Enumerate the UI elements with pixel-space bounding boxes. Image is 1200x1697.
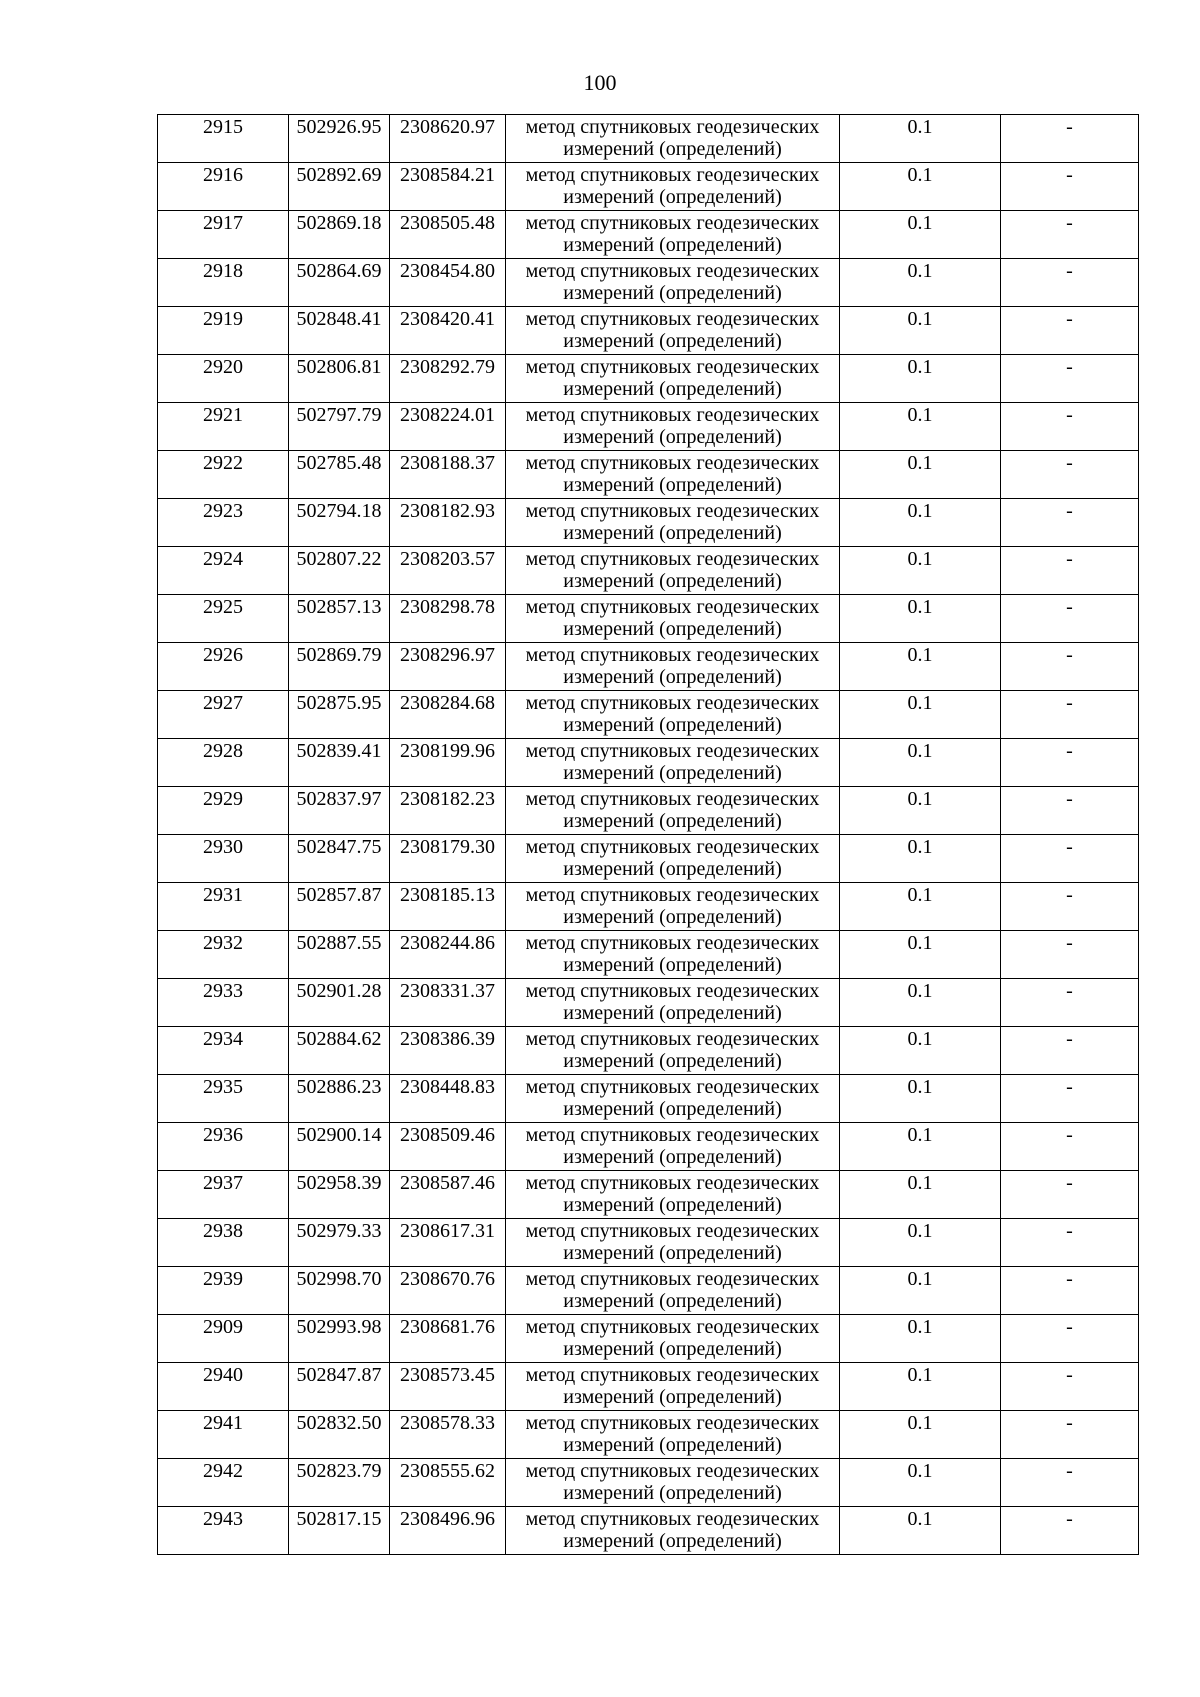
method-text-line2: измерений (определений) bbox=[563, 762, 782, 784]
note-cell: - bbox=[1001, 1123, 1139, 1171]
point-id-cell: 2928 bbox=[158, 739, 289, 787]
method-text-line2: измерений (определений) bbox=[563, 426, 782, 448]
note-cell: - bbox=[1001, 931, 1139, 979]
point-id-cell: 2936 bbox=[158, 1123, 289, 1171]
note-cell: - bbox=[1001, 451, 1139, 499]
method-text-line1: метод спутниковых геодезических bbox=[525, 1268, 820, 1290]
table-row bbox=[158, 259, 1139, 307]
note-cell: - bbox=[1001, 547, 1139, 595]
method-cell bbox=[506, 355, 840, 403]
note-cell: - bbox=[1001, 307, 1139, 355]
accuracy-cell: 0.1 bbox=[840, 211, 1001, 259]
note-cell: - bbox=[1001, 787, 1139, 835]
method-text-line1: метод спутниковых геодезических bbox=[525, 740, 820, 762]
method-cell bbox=[506, 307, 840, 355]
point-id-cell: 2918 bbox=[158, 259, 289, 307]
method-text-line1: метод спутниковых геодезических bbox=[525, 836, 820, 858]
method-text-line2: измерений (определений) bbox=[563, 138, 782, 160]
table-row bbox=[158, 547, 1139, 595]
accuracy-cell: 0.1 bbox=[840, 595, 1001, 643]
method-cell bbox=[506, 931, 840, 979]
note-cell: - bbox=[1001, 1315, 1139, 1363]
table-row bbox=[158, 355, 1139, 403]
table-row bbox=[158, 787, 1139, 835]
method-text-line1: метод спутниковых геодезических bbox=[525, 260, 820, 282]
point-id-cell: 2920 bbox=[158, 355, 289, 403]
table-row bbox=[158, 1459, 1139, 1507]
note-cell: - bbox=[1001, 1267, 1139, 1315]
table-row bbox=[158, 835, 1139, 883]
x-coordinate-cell: 502857.87 bbox=[289, 883, 390, 931]
point-id-cell: 2930 bbox=[158, 835, 289, 883]
method-text-line2: измерений (определений) bbox=[563, 474, 782, 496]
x-coordinate-cell: 502837.97 bbox=[289, 787, 390, 835]
method-text-line1: метод спутниковых геодезических bbox=[525, 1028, 820, 1050]
accuracy-cell: 0.1 bbox=[840, 163, 1001, 211]
x-coordinate-cell: 502857.13 bbox=[289, 595, 390, 643]
method-cell bbox=[506, 883, 840, 931]
accuracy-cell: 0.1 bbox=[840, 1027, 1001, 1075]
note-cell: - bbox=[1001, 403, 1139, 451]
method-text-line2: измерений (определений) bbox=[563, 1434, 782, 1456]
table-row bbox=[158, 451, 1139, 499]
accuracy-cell: 0.1 bbox=[840, 115, 1001, 163]
y-coordinate-cell: 2308620.97 bbox=[390, 115, 506, 163]
y-coordinate-cell: 2308670.76 bbox=[390, 1267, 506, 1315]
method-text-line2: измерений (определений) bbox=[563, 1002, 782, 1024]
x-coordinate-cell: 502847.75 bbox=[289, 835, 390, 883]
note-cell: - bbox=[1001, 595, 1139, 643]
table-body bbox=[158, 115, 1139, 1555]
method-text-line1: метод спутниковых геодезических bbox=[525, 116, 820, 138]
note-cell: - bbox=[1001, 115, 1139, 163]
y-coordinate-cell: 2308244.86 bbox=[390, 931, 506, 979]
point-id-cell: 2939 bbox=[158, 1267, 289, 1315]
table-row bbox=[158, 1267, 1139, 1315]
method-text-line2: измерений (определений) bbox=[563, 1290, 782, 1312]
x-coordinate-cell: 502848.41 bbox=[289, 307, 390, 355]
accuracy-cell: 0.1 bbox=[840, 1219, 1001, 1267]
table-row bbox=[158, 1315, 1139, 1363]
x-coordinate-cell: 502823.79 bbox=[289, 1459, 390, 1507]
method-text-line1: метод спутниковых геодезических bbox=[525, 1508, 820, 1530]
table-row bbox=[158, 1507, 1139, 1555]
point-id-cell: 2938 bbox=[158, 1219, 289, 1267]
method-cell bbox=[506, 1219, 840, 1267]
y-coordinate-cell: 2308617.31 bbox=[390, 1219, 506, 1267]
point-id-cell: 2926 bbox=[158, 643, 289, 691]
y-coordinate-cell: 2308182.93 bbox=[390, 499, 506, 547]
method-cell bbox=[506, 595, 840, 643]
method-cell bbox=[506, 1363, 840, 1411]
method-text-line2: измерений (определений) bbox=[563, 618, 782, 640]
point-id-cell: 2919 bbox=[158, 307, 289, 355]
note-cell: - bbox=[1001, 1411, 1139, 1459]
note-cell: - bbox=[1001, 163, 1139, 211]
accuracy-cell: 0.1 bbox=[840, 739, 1001, 787]
note-cell: - bbox=[1001, 1507, 1139, 1555]
y-coordinate-cell: 2308587.46 bbox=[390, 1171, 506, 1219]
y-coordinate-cell: 2308573.45 bbox=[390, 1363, 506, 1411]
method-text-line2: измерений (определений) bbox=[563, 1194, 782, 1216]
x-coordinate-cell: 502979.33 bbox=[289, 1219, 390, 1267]
point-id-cell: 2924 bbox=[158, 547, 289, 595]
x-coordinate-cell: 502958.39 bbox=[289, 1171, 390, 1219]
accuracy-cell: 0.1 bbox=[840, 835, 1001, 883]
method-text-line1: метод спутниковых геодезических bbox=[525, 452, 820, 474]
accuracy-cell: 0.1 bbox=[840, 979, 1001, 1027]
note-cell: - bbox=[1001, 883, 1139, 931]
note-cell: - bbox=[1001, 1459, 1139, 1507]
y-coordinate-cell: 2308448.83 bbox=[390, 1075, 506, 1123]
method-text-line1: метод спутниковых геодезических bbox=[525, 788, 820, 810]
table-row bbox=[158, 403, 1139, 451]
method-cell bbox=[506, 787, 840, 835]
table-row bbox=[158, 499, 1139, 547]
method-text-line2: измерений (определений) bbox=[563, 666, 782, 688]
method-cell bbox=[506, 1507, 840, 1555]
table-row bbox=[158, 1411, 1139, 1459]
point-id-cell: 2923 bbox=[158, 499, 289, 547]
method-text-line1: метод спутниковых геодезических bbox=[525, 884, 820, 906]
method-cell bbox=[506, 1315, 840, 1363]
table-row bbox=[158, 883, 1139, 931]
accuracy-cell: 0.1 bbox=[840, 547, 1001, 595]
y-coordinate-cell: 2308509.46 bbox=[390, 1123, 506, 1171]
accuracy-cell: 0.1 bbox=[840, 643, 1001, 691]
x-coordinate-cell: 502794.18 bbox=[289, 499, 390, 547]
table-row bbox=[158, 1363, 1139, 1411]
table-row bbox=[158, 595, 1139, 643]
note-cell: - bbox=[1001, 739, 1139, 787]
x-coordinate-cell: 502900.14 bbox=[289, 1123, 390, 1171]
accuracy-cell: 0.1 bbox=[840, 1123, 1001, 1171]
note-cell: - bbox=[1001, 835, 1139, 883]
y-coordinate-cell: 2308284.68 bbox=[390, 691, 506, 739]
method-cell bbox=[506, 115, 840, 163]
method-text-line2: измерений (определений) bbox=[563, 1530, 782, 1552]
method-cell bbox=[506, 403, 840, 451]
y-coordinate-cell: 2308296.97 bbox=[390, 643, 506, 691]
method-cell bbox=[506, 499, 840, 547]
method-text-line1: метод спутниковых геодезических bbox=[525, 404, 820, 426]
accuracy-cell: 0.1 bbox=[840, 883, 1001, 931]
x-coordinate-cell: 502998.70 bbox=[289, 1267, 390, 1315]
method-text-line1: метод спутниковых геодезических bbox=[525, 1172, 820, 1194]
accuracy-cell: 0.1 bbox=[840, 931, 1001, 979]
method-text-line1: метод спутниковых геодезических bbox=[525, 356, 820, 378]
y-coordinate-cell: 2308199.96 bbox=[390, 739, 506, 787]
method-text-line1: метод спутниковых геодезических bbox=[525, 1460, 820, 1482]
accuracy-cell: 0.1 bbox=[840, 307, 1001, 355]
method-cell bbox=[506, 1123, 840, 1171]
y-coordinate-cell: 2308331.37 bbox=[390, 979, 506, 1027]
note-cell: - bbox=[1001, 259, 1139, 307]
accuracy-cell: 0.1 bbox=[840, 355, 1001, 403]
note-cell: - bbox=[1001, 1363, 1139, 1411]
note-cell: - bbox=[1001, 499, 1139, 547]
note-cell: - bbox=[1001, 355, 1139, 403]
accuracy-cell: 0.1 bbox=[840, 1315, 1001, 1363]
point-id-cell: 2943 bbox=[158, 1507, 289, 1555]
table-row bbox=[158, 979, 1139, 1027]
method-text-line2: измерений (определений) bbox=[563, 1050, 782, 1072]
y-coordinate-cell: 2308386.39 bbox=[390, 1027, 506, 1075]
y-coordinate-cell: 2308224.01 bbox=[390, 403, 506, 451]
method-text-line2: измерений (определений) bbox=[563, 1386, 782, 1408]
method-text-line2: измерений (определений) bbox=[563, 1146, 782, 1168]
table-row bbox=[158, 1171, 1139, 1219]
method-cell bbox=[506, 979, 840, 1027]
y-coordinate-cell: 2308420.41 bbox=[390, 307, 506, 355]
method-text-line2: измерений (определений) bbox=[563, 570, 782, 592]
point-id-cell: 2942 bbox=[158, 1459, 289, 1507]
note-cell: - bbox=[1001, 1027, 1139, 1075]
method-text-line1: метод спутниковых геодезических bbox=[525, 692, 820, 714]
method-cell bbox=[506, 1267, 840, 1315]
point-id-cell: 2937 bbox=[158, 1171, 289, 1219]
accuracy-cell: 0.1 bbox=[840, 1459, 1001, 1507]
x-coordinate-cell: 502806.81 bbox=[289, 355, 390, 403]
table-row bbox=[158, 211, 1139, 259]
x-coordinate-cell: 502884.62 bbox=[289, 1027, 390, 1075]
table-row bbox=[158, 1219, 1139, 1267]
point-id-cell: 2932 bbox=[158, 931, 289, 979]
x-coordinate-cell: 502832.50 bbox=[289, 1411, 390, 1459]
x-coordinate-cell: 502785.48 bbox=[289, 451, 390, 499]
method-cell bbox=[506, 835, 840, 883]
method-cell bbox=[506, 211, 840, 259]
point-id-cell: 2927 bbox=[158, 691, 289, 739]
method-text-line1: метод спутниковых геодезических bbox=[525, 1076, 820, 1098]
x-coordinate-cell: 502817.15 bbox=[289, 1507, 390, 1555]
table-row bbox=[158, 739, 1139, 787]
x-coordinate-cell: 502839.41 bbox=[289, 739, 390, 787]
point-id-cell: 2929 bbox=[158, 787, 289, 835]
y-coordinate-cell: 2308185.13 bbox=[390, 883, 506, 931]
accuracy-cell: 0.1 bbox=[840, 1267, 1001, 1315]
x-coordinate-cell: 502901.28 bbox=[289, 979, 390, 1027]
point-id-cell: 2916 bbox=[158, 163, 289, 211]
accuracy-cell: 0.1 bbox=[840, 403, 1001, 451]
y-coordinate-cell: 2308578.33 bbox=[390, 1411, 506, 1459]
method-text-line2: измерений (определений) bbox=[563, 810, 782, 832]
y-coordinate-cell: 2308496.96 bbox=[390, 1507, 506, 1555]
note-cell: - bbox=[1001, 691, 1139, 739]
method-cell bbox=[506, 1027, 840, 1075]
accuracy-cell: 0.1 bbox=[840, 787, 1001, 835]
y-coordinate-cell: 2308584.21 bbox=[390, 163, 506, 211]
method-cell bbox=[506, 1459, 840, 1507]
method-text-line2: измерений (определений) bbox=[563, 1338, 782, 1360]
note-cell: - bbox=[1001, 211, 1139, 259]
accuracy-cell: 0.1 bbox=[840, 259, 1001, 307]
method-cell bbox=[506, 691, 840, 739]
method-text-line2: измерений (определений) bbox=[563, 282, 782, 304]
table-row bbox=[158, 115, 1139, 163]
method-text-line2: измерений (определений) bbox=[563, 1242, 782, 1264]
method-text-line1: метод спутниковых геодезических bbox=[525, 164, 820, 186]
x-coordinate-cell: 502864.69 bbox=[289, 259, 390, 307]
accuracy-cell: 0.1 bbox=[840, 451, 1001, 499]
method-text-line1: метод спутниковых геодезических bbox=[525, 980, 820, 1002]
x-coordinate-cell: 502887.55 bbox=[289, 931, 390, 979]
page-number: 100 bbox=[583, 70, 617, 95]
point-id-cell: 2931 bbox=[158, 883, 289, 931]
method-text-line1: метод спутниковых геодезических bbox=[525, 308, 820, 330]
method-text-line1: метод спутниковых геодезических bbox=[525, 212, 820, 234]
method-text-line2: измерений (определений) bbox=[563, 234, 782, 256]
method-cell bbox=[506, 259, 840, 307]
method-text-line1: метод спутниковых геодезических bbox=[525, 548, 820, 570]
y-coordinate-cell: 2308681.76 bbox=[390, 1315, 506, 1363]
method-text-line1: метод спутниковых геодезических bbox=[525, 500, 820, 522]
table-row bbox=[158, 1075, 1139, 1123]
accuracy-cell: 0.1 bbox=[840, 499, 1001, 547]
point-id-cell: 2934 bbox=[158, 1027, 289, 1075]
x-coordinate-cell: 502797.79 bbox=[289, 403, 390, 451]
method-cell bbox=[506, 739, 840, 787]
table-row bbox=[158, 307, 1139, 355]
table-row bbox=[158, 163, 1139, 211]
y-coordinate-cell: 2308203.57 bbox=[390, 547, 506, 595]
table-row bbox=[158, 931, 1139, 979]
table-row bbox=[158, 1027, 1139, 1075]
y-coordinate-cell: 2308188.37 bbox=[390, 451, 506, 499]
accuracy-cell: 0.1 bbox=[840, 1363, 1001, 1411]
coordinates-table bbox=[157, 114, 1139, 1555]
x-coordinate-cell: 502807.22 bbox=[289, 547, 390, 595]
point-id-cell: 2915 bbox=[158, 115, 289, 163]
y-coordinate-cell: 2308505.48 bbox=[390, 211, 506, 259]
accuracy-cell: 0.1 bbox=[840, 1075, 1001, 1123]
method-text-line2: измерений (определений) bbox=[563, 1098, 782, 1120]
accuracy-cell: 0.1 bbox=[840, 1171, 1001, 1219]
method-text-line2: измерений (определений) bbox=[563, 954, 782, 976]
y-coordinate-cell: 2308179.30 bbox=[390, 835, 506, 883]
table-row bbox=[158, 691, 1139, 739]
method-cell bbox=[506, 547, 840, 595]
x-coordinate-cell: 502875.95 bbox=[289, 691, 390, 739]
note-cell: - bbox=[1001, 1075, 1139, 1123]
method-text-line1: метод спутниковых геодезических bbox=[525, 932, 820, 954]
method-text-line2: измерений (определений) bbox=[563, 378, 782, 400]
method-text-line1: метод спутниковых геодезических bbox=[525, 1412, 820, 1434]
method-text-line1: метод спутниковых геодезических bbox=[525, 596, 820, 618]
method-text-line1: метод спутниковых геодезических bbox=[525, 644, 820, 666]
note-cell: - bbox=[1001, 643, 1139, 691]
method-text-line2: измерений (определений) bbox=[563, 186, 782, 208]
x-coordinate-cell: 502869.79 bbox=[289, 643, 390, 691]
accuracy-cell: 0.1 bbox=[840, 1507, 1001, 1555]
method-cell bbox=[506, 1171, 840, 1219]
table-row bbox=[158, 643, 1139, 691]
note-cell: - bbox=[1001, 1171, 1139, 1219]
x-coordinate-cell: 502886.23 bbox=[289, 1075, 390, 1123]
x-coordinate-cell: 502926.95 bbox=[289, 115, 390, 163]
point-id-cell: 2940 bbox=[158, 1363, 289, 1411]
point-id-cell: 2921 bbox=[158, 403, 289, 451]
y-coordinate-cell: 2308555.62 bbox=[390, 1459, 506, 1507]
y-coordinate-cell: 2308298.78 bbox=[390, 595, 506, 643]
note-cell: - bbox=[1001, 1219, 1139, 1267]
note-cell: - bbox=[1001, 979, 1139, 1027]
point-id-cell: 2922 bbox=[158, 451, 289, 499]
x-coordinate-cell: 502892.69 bbox=[289, 163, 390, 211]
y-coordinate-cell: 2308292.79 bbox=[390, 355, 506, 403]
method-text-line1: метод спутниковых геодезических bbox=[525, 1316, 820, 1338]
method-text-line1: метод спутниковых геодезических bbox=[525, 1220, 820, 1242]
method-text-line2: измерений (определений) bbox=[563, 906, 782, 928]
method-text-line2: измерений (определений) bbox=[563, 330, 782, 352]
method-cell bbox=[506, 451, 840, 499]
point-id-cell: 2933 bbox=[158, 979, 289, 1027]
method-text-line2: измерений (определений) bbox=[563, 1482, 782, 1504]
method-text-line2: измерений (определений) bbox=[563, 714, 782, 736]
accuracy-cell: 0.1 bbox=[840, 691, 1001, 739]
method-cell bbox=[506, 1075, 840, 1123]
x-coordinate-cell: 502993.98 bbox=[289, 1315, 390, 1363]
method-text-line1: метод спутниковых геодезических bbox=[525, 1124, 820, 1146]
point-id-cell: 2909 bbox=[158, 1315, 289, 1363]
method-text-line2: измерений (определений) bbox=[563, 858, 782, 880]
method-cell bbox=[506, 643, 840, 691]
point-id-cell: 2925 bbox=[158, 595, 289, 643]
x-coordinate-cell: 502847.87 bbox=[289, 1363, 390, 1411]
point-id-cell: 2935 bbox=[158, 1075, 289, 1123]
method-text-line2: измерений (определений) bbox=[563, 522, 782, 544]
y-coordinate-cell: 2308182.23 bbox=[390, 787, 506, 835]
point-id-cell: 2917 bbox=[158, 211, 289, 259]
method-text-line1: метод спутниковых геодезических bbox=[525, 1364, 820, 1386]
method-cell bbox=[506, 1411, 840, 1459]
point-id-cell: 2941 bbox=[158, 1411, 289, 1459]
accuracy-cell: 0.1 bbox=[840, 1411, 1001, 1459]
method-cell bbox=[506, 163, 840, 211]
table-row bbox=[158, 1123, 1139, 1171]
y-coordinate-cell: 2308454.80 bbox=[390, 259, 506, 307]
x-coordinate-cell: 502869.18 bbox=[289, 211, 390, 259]
